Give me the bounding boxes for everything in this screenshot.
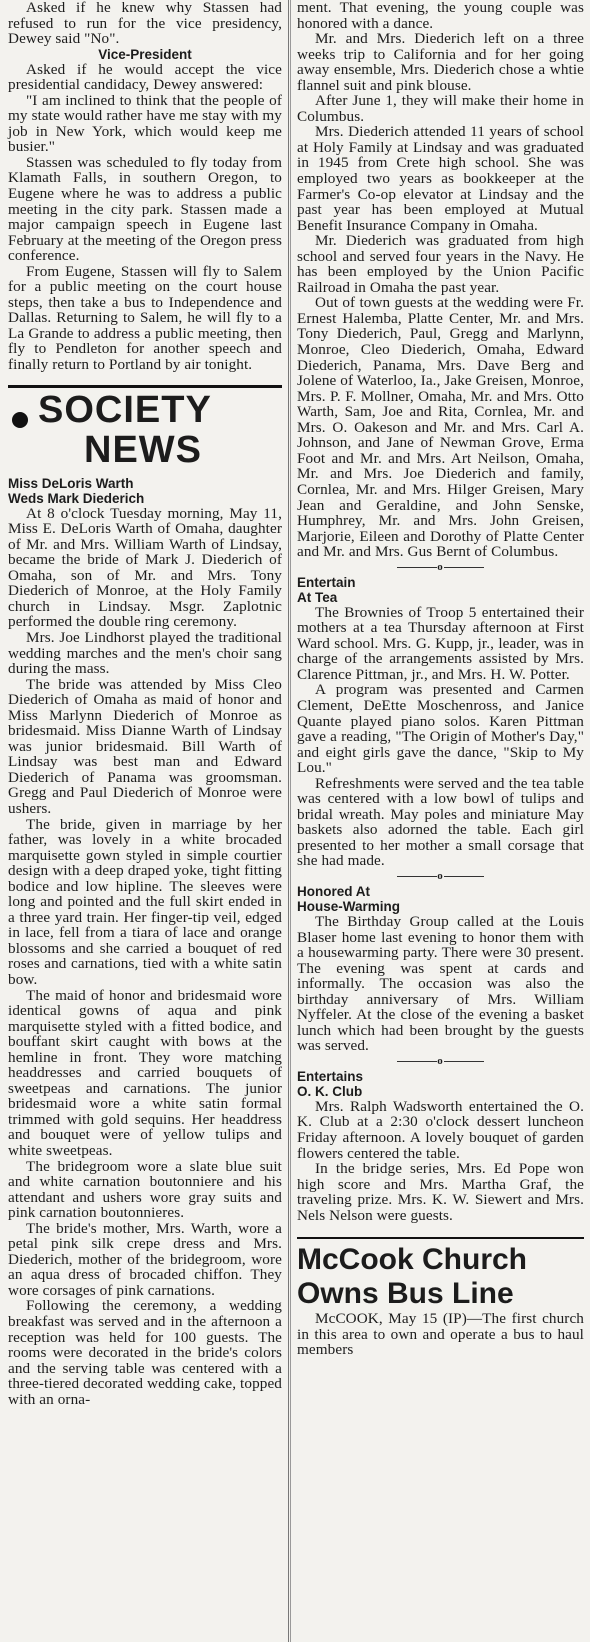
headline-line: Owns Bus Line	[297, 1277, 514, 1311]
mccook-article	[297, 1311, 584, 1358]
headline: Weds Mark Diederich	[8, 490, 145, 506]
article-paragraph: Stassen was scheduled to fly today from Klamath Falls, in southern Oregon, to Eugene where he was to address a public meeting in the city park. Stassen made a major campaign speech in Eugene last February at the meeting of the Oregon press conference.	[8, 153, 282, 265]
right-column	[290, 0, 588, 1642]
section-title	[38, 390, 212, 470]
article-paragraph: Refreshments were served and the tea table was centered with a low bowl of tulips and bridal wreath. May poles and miniature May baskets also adorned the table. Each girl presented to her mother a small corsage that she had made.	[297, 774, 584, 870]
article-paragraph: "I am inclined to think that the people of my state would rather have me stay with my job in New York, which would keep me busier."	[8, 91, 282, 156]
section-title-line: SOCIETY	[38, 388, 212, 431]
article-paragraph: Mrs. Ralph Wadsworth entertained the O. K. Club at a 2:30 o'clock dessert luncheon Friday afternoon. A lovely bouquet of garden flowers centered the table.	[297, 1097, 584, 1162]
headline: Miss DeLoris Warth	[8, 475, 134, 491]
article-paragraph: Mr. and Mrs. Diederich left on a three weeks trip to California and for her going away ensemble, Mrs. Diederich chose a whtie flannel suit and pink blouse.	[297, 30, 584, 94]
article-paragraph: The maid of honor and bridesmaid wore identical gowns of aqua and pink marquisette styled with a fitted bodice, and bouffant skirt caught with bows at the hemline in front. They wore matching headdresses and carried bouquets of sweetpeas and carnations. The junior bridesmaid wore a white satin formal trimmed with gold sequins. Her headdress and bouquet were of yellow tulips and white sweetpeas.	[8, 986, 282, 1159]
headline: Honored At	[297, 883, 370, 899]
column-rule	[288, 0, 289, 1642]
stassen-article	[8, 0, 282, 373]
tea-article	[297, 575, 584, 869]
wedding-article	[8, 476, 282, 1408]
wedding-continued	[297, 0, 584, 560]
article-paragraph: The bridegroom wore a slate blue suit and white carnation boutonniere and his attendant and ushers wore gray suits and pink carnation boutonnieres.	[8, 1157, 282, 1222]
article-paragraph: From Eugene, Stassen will fly to Salem for a public meeting on the court house steps, then take a bus to Independence and Dallas. Returning to Salem, he will fly to a La Grande to address a public meeting, then fly to Pendleton for another speech and finally return to Portland by air tonight.	[8, 262, 282, 374]
article-paragraph: The bride was attended by Miss Cleo Diederich of Omaha as maid of honor and Miss Marlynn Diederich of Monroe as bridesmaid. Miss Dianne Warth of Lindsay was junior bridesmaid. Bill Warth of Lindsay was best man and Edward Diederich of Panama was groomsman. Gregg and Paul Diederich of Monroe were ushers.	[8, 675, 282, 817]
section-title-line: NEWS	[84, 428, 202, 471]
article-paragraph: A program was presented and Carmen Clement, DeEtte Moschenross, and Janice Quante played piano solos. Karen Pittman gave a reading, "The Origin of Mother's Day," and eight girls gave the dance, "Skip to My Lou."	[297, 681, 584, 777]
article-paragraph: McCOOK, May 15 (IP)—The first church in this area to own and operate a bus to haul members	[297, 1310, 584, 1359]
headline: O. K. Club	[297, 1083, 363, 1099]
society-news-banner	[8, 385, 282, 470]
article-paragraph: Mrs. Diederich attended 11 years of school at Holy Family at Lindsay and was graduated in 1945 from Crete high school. She was employed two years as bookkeeper at the Farmer's Co-op elevator at Lindsay and the past year has been employed at Mutual Benefit Insurance Company in Omaha.	[297, 123, 584, 234]
headline: At Tea	[297, 589, 338, 605]
bullet-icon	[12, 412, 28, 428]
article-paragraph: Mrs. Joe Lindhorst played the traditional wedding marches and the men's choir sang during the mass.	[8, 628, 282, 678]
headline: Entertains	[297, 1068, 364, 1084]
article-paragraph: Mr. Diederich was graduated from high school and served four years in the Navy. He has been employed by the Union Pacific Railroad in Omaha the past year.	[297, 232, 584, 296]
article-paragraph: ment. That evening, the young couple was honored with a dance.	[297, 0, 584, 32]
article-paragraph: At 8 o'clock Tuesday morning, May 11, Miss E. DeLoris Warth of Omaha, daughter of Mr. and Mrs. William Warth of Lindsay, became the bride of Mark J. Diederich of Omaha, son of Mr. and Mrs. Tony Diederich of Monroe, at the Holy Family church in Lindsay. Msgr. Zaplotnic performed the double ring ceremony.	[8, 504, 282, 631]
article-paragraph: The Brownies of Troop 5 entertained their mothers at a tea Thursday afternoon at First Ward school. Mrs. G. Kupp, jr., leader, was in charge of the arrangements assisted by Mrs. Clarence Pittman, jr., and Mrs. H. W. Potter.	[297, 603, 584, 683]
headline: Entertain	[297, 574, 356, 590]
headline-line: McCook Church	[297, 1243, 528, 1277]
article-paragraph: The Birthday Group called at the Louis Blaser home last evening to honor them with a housewarming party. There were 30 present. The evening was spent at cards and informally. The occasion was also the birthday anniversary of Mrs. William Nyffeler. At the close of the evening a basket lunch which had been brought by the guests was served.	[297, 912, 584, 1055]
article-paragraph: The bride, given in marriage by her father, was lovely in a white brocaded marquisette gown styled in simple courtier design with a deep draped yoke, tight fitting bodice and low hipline. The sleeves were long and pointed and the full skirt ended in a three yard train. Her finger-tip veil, edged in lace, fell from a tiara of lace and orange blossoms and she carried a bouquet of red roses and carnations, tied with a white satin bow.	[8, 815, 282, 988]
mccook-headline	[297, 1237, 584, 1311]
ok-club-article	[297, 1069, 584, 1223]
article-paragraph: Asked if he knew why Stassen had refused to run for the vice presidency, Dewey said "No".	[8, 0, 282, 48]
headline: House-Warming	[297, 898, 401, 914]
separator: o	[297, 870, 584, 883]
separator: o	[297, 561, 584, 574]
subheading: Vice-President	[98, 46, 192, 62]
left-column	[4, 0, 284, 1642]
separator: o	[297, 1055, 584, 1068]
house-warming-article	[297, 884, 584, 1054]
article-paragraph: After June 1, they will make their home in Columbus.	[297, 92, 584, 125]
article-paragraph: The bride's mother, Mrs. Warth, wore a petal pink silk crepe dress and Mrs. Diederich, mother of the bridegroom, wore an aqua dress of brocaded chiffon. They wore corsages of pink carnations.	[8, 1219, 282, 1299]
article-paragraph: Asked if he would accept the vice presidential candidacy, Dewey answered:	[8, 60, 282, 94]
article-paragraph: Out of town guests at the wedding were Fr. Ernest Halemba, Platte Center, Mr. and Mrs. Tony Diederich, Paul, Gregg and Marlynn, Monroe, Cleo Diederich, Omaha, Edward Diederich, Panama, Mrs. Dave Berg and Jolene of Waterloo, Ia., Jake Greisen, Monroe, Mrs. P. F. Mollner, Omaha, Mr. and Mrs. Otto Warth, Sam, Joe and Rita, Cornlea, Mr. and Mrs. O. Oakeson and Mr. and Mrs. Carl A. Johnson, and Jane of Newman Grove, Erma Foot and Mr. and Mrs. Art Neilson, Omaha, Mr. and Mrs. Joe Diederich and family, Cornlea, Mr. and Mrs. Hilger Greisen, Mary Jean and Geraldine, and John Senske, Humphrey, Mr. and Mrs. John Greisen, Marjorie, Eileen and Dorothy of Platte Center and Mr. and Mrs. Gus Bernt of Columbus.	[297, 294, 584, 561]
article-paragraph: In the bridge series, Mrs. Ed Pope won high score and Mrs. Martha Graf, the traveling prize. Mrs. K. W. Siewert and Mrs. Nels Nelson were guests.	[297, 1160, 584, 1224]
article-paragraph: Following the ceremony, a wedding breakfast was served and in the afternoon a reception was held for 100 guests. The rooms were decorated in the bride's colors and the serving table was centered with a three-tiered decorated wedding cake, topped with an orna-	[8, 1297, 282, 1408]
